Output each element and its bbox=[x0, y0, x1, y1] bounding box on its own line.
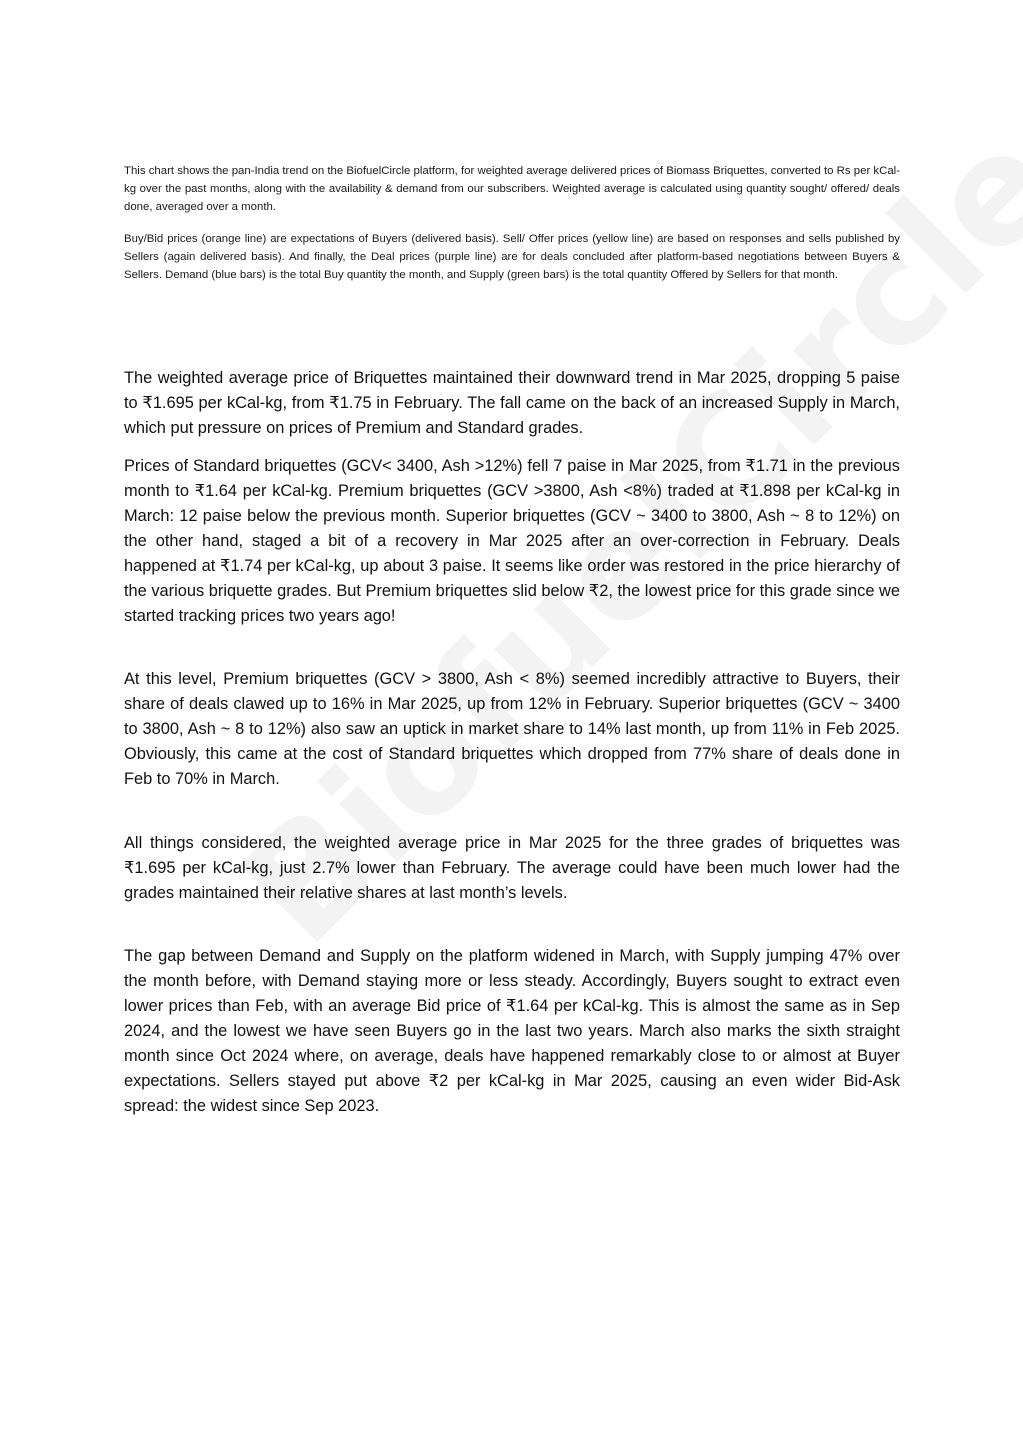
body-paragraph: The gap between Demand and Supply on the platform widened in March, with Supply jumping 47% over the month before, with Demand staying more or less steady. Accordingly, Buyers sought to extract even lower prices than Feb, with an average Bid price of ₹1.64 per kCal-kg. This is almost the same as in Sep 2024, and the lowest we have seen Buyers go in the last two years. March also marks the sixth straight month since Oct 2024 where, on average, deals have happened remarkably close to or almost at Buyer expectations. Sellers stayed put above ₹2 per kCal-kg in Mar 2025, causing an even wider Bid-Ask spread: the widest since Sep 2023. bbox=[124, 947, 900, 1115]
body-paragraph: At this level, Premium briquettes (GCV > 3800, Ash < 8%) seemed incredibly attractive to Buyers, their share of deals clawed up to 16% in Mar 2025, up from 12% in February. Superior briquettes (GCV ~ 3400 to 3800, Ash ~ 8 to 12%) also saw an uptick in market share to 14% last month, up from 11% in Feb 2025. Obviously, this came at the cost of Standard briquettes which dropped from 77% share of deals done in Feb to 70% in March. bbox=[124, 670, 900, 788]
body-paragraph: Prices of Standard briquettes (GCV< 3400, Ash >12%) fell 7 paise in Mar 2025, from ₹1.71 in the previous month to ₹1.64 per kCal-kg. Premium briquettes (GCV >3800, Ash <8%) traded at ₹1.898 per kCal-kg in March: 12 paise below the previous month. Superior briquettes (GCV ~ 3400 to 3800, Ash ~ 8 to 12%) on the other hand, staged a bit of a recovery in Mar 2025 after an over-correction in February. Deals happened at ₹1.74 per kCal-kg, up about 3 paise. It seems like order was restored in the price hierarchy of the various briquette grades. But Premium briquettes slid below ₹2, the lowest price for this grade since we started tracking prices two years ago! bbox=[124, 457, 900, 625]
chart-caption-intro bbox=[124, 162, 900, 216]
chart-caption-legend bbox=[124, 230, 900, 284]
body-paragraph: The weighted average price of Briquettes maintained their downward trend in Mar 2025, dropping 5 paise to ₹1.695 per kCal-kg, from ₹1.75 in February. The fall came on the back of an increased Supply in March, which put pressure on prices of Premium and Standard grades. bbox=[124, 369, 900, 437]
caption-paragraph: Buy/Bid prices (orange line) are expectations of Buyers (delivered basis). Sell/ Offer prices (yellow line) are based on responses and sells published by Sellers (again delivered basis). And finally, the Deal prices (purple line) are for deals concluded after platform-based negotiations between Buyers & Sellers. Demand (blue bars) is the total Buy quantity the month, and Supply (green bars) is the total quantity Offered by Sellers for that month. bbox=[124, 233, 900, 281]
caption-paragraph: This chart shows the pan-India trend on the BiofuelCircle platform, for weighted average delivered prices of Biomass Briquettes, converted to Rs per kCal-kg over the past months, along with the availability & demand from our subscribers. Weighted average is calculated using quantity sought/ offered/ deals done, averaged over a month. bbox=[124, 165, 900, 213]
paragraph-market-share bbox=[124, 667, 900, 792]
paragraph-demand-supply bbox=[124, 944, 900, 1119]
paragraph-grade-prices bbox=[124, 454, 900, 629]
body-paragraph: All things considered, the weighted average price in Mar 2025 for the three grades of briquettes was ₹1.695 per kCal-kg, just 2.7% lower than February. The average could have been much lower had the grades maintained their relative shares at last month’s levels. bbox=[124, 834, 900, 902]
paragraph-summary bbox=[124, 831, 900, 906]
paragraph-average-price bbox=[124, 366, 900, 441]
